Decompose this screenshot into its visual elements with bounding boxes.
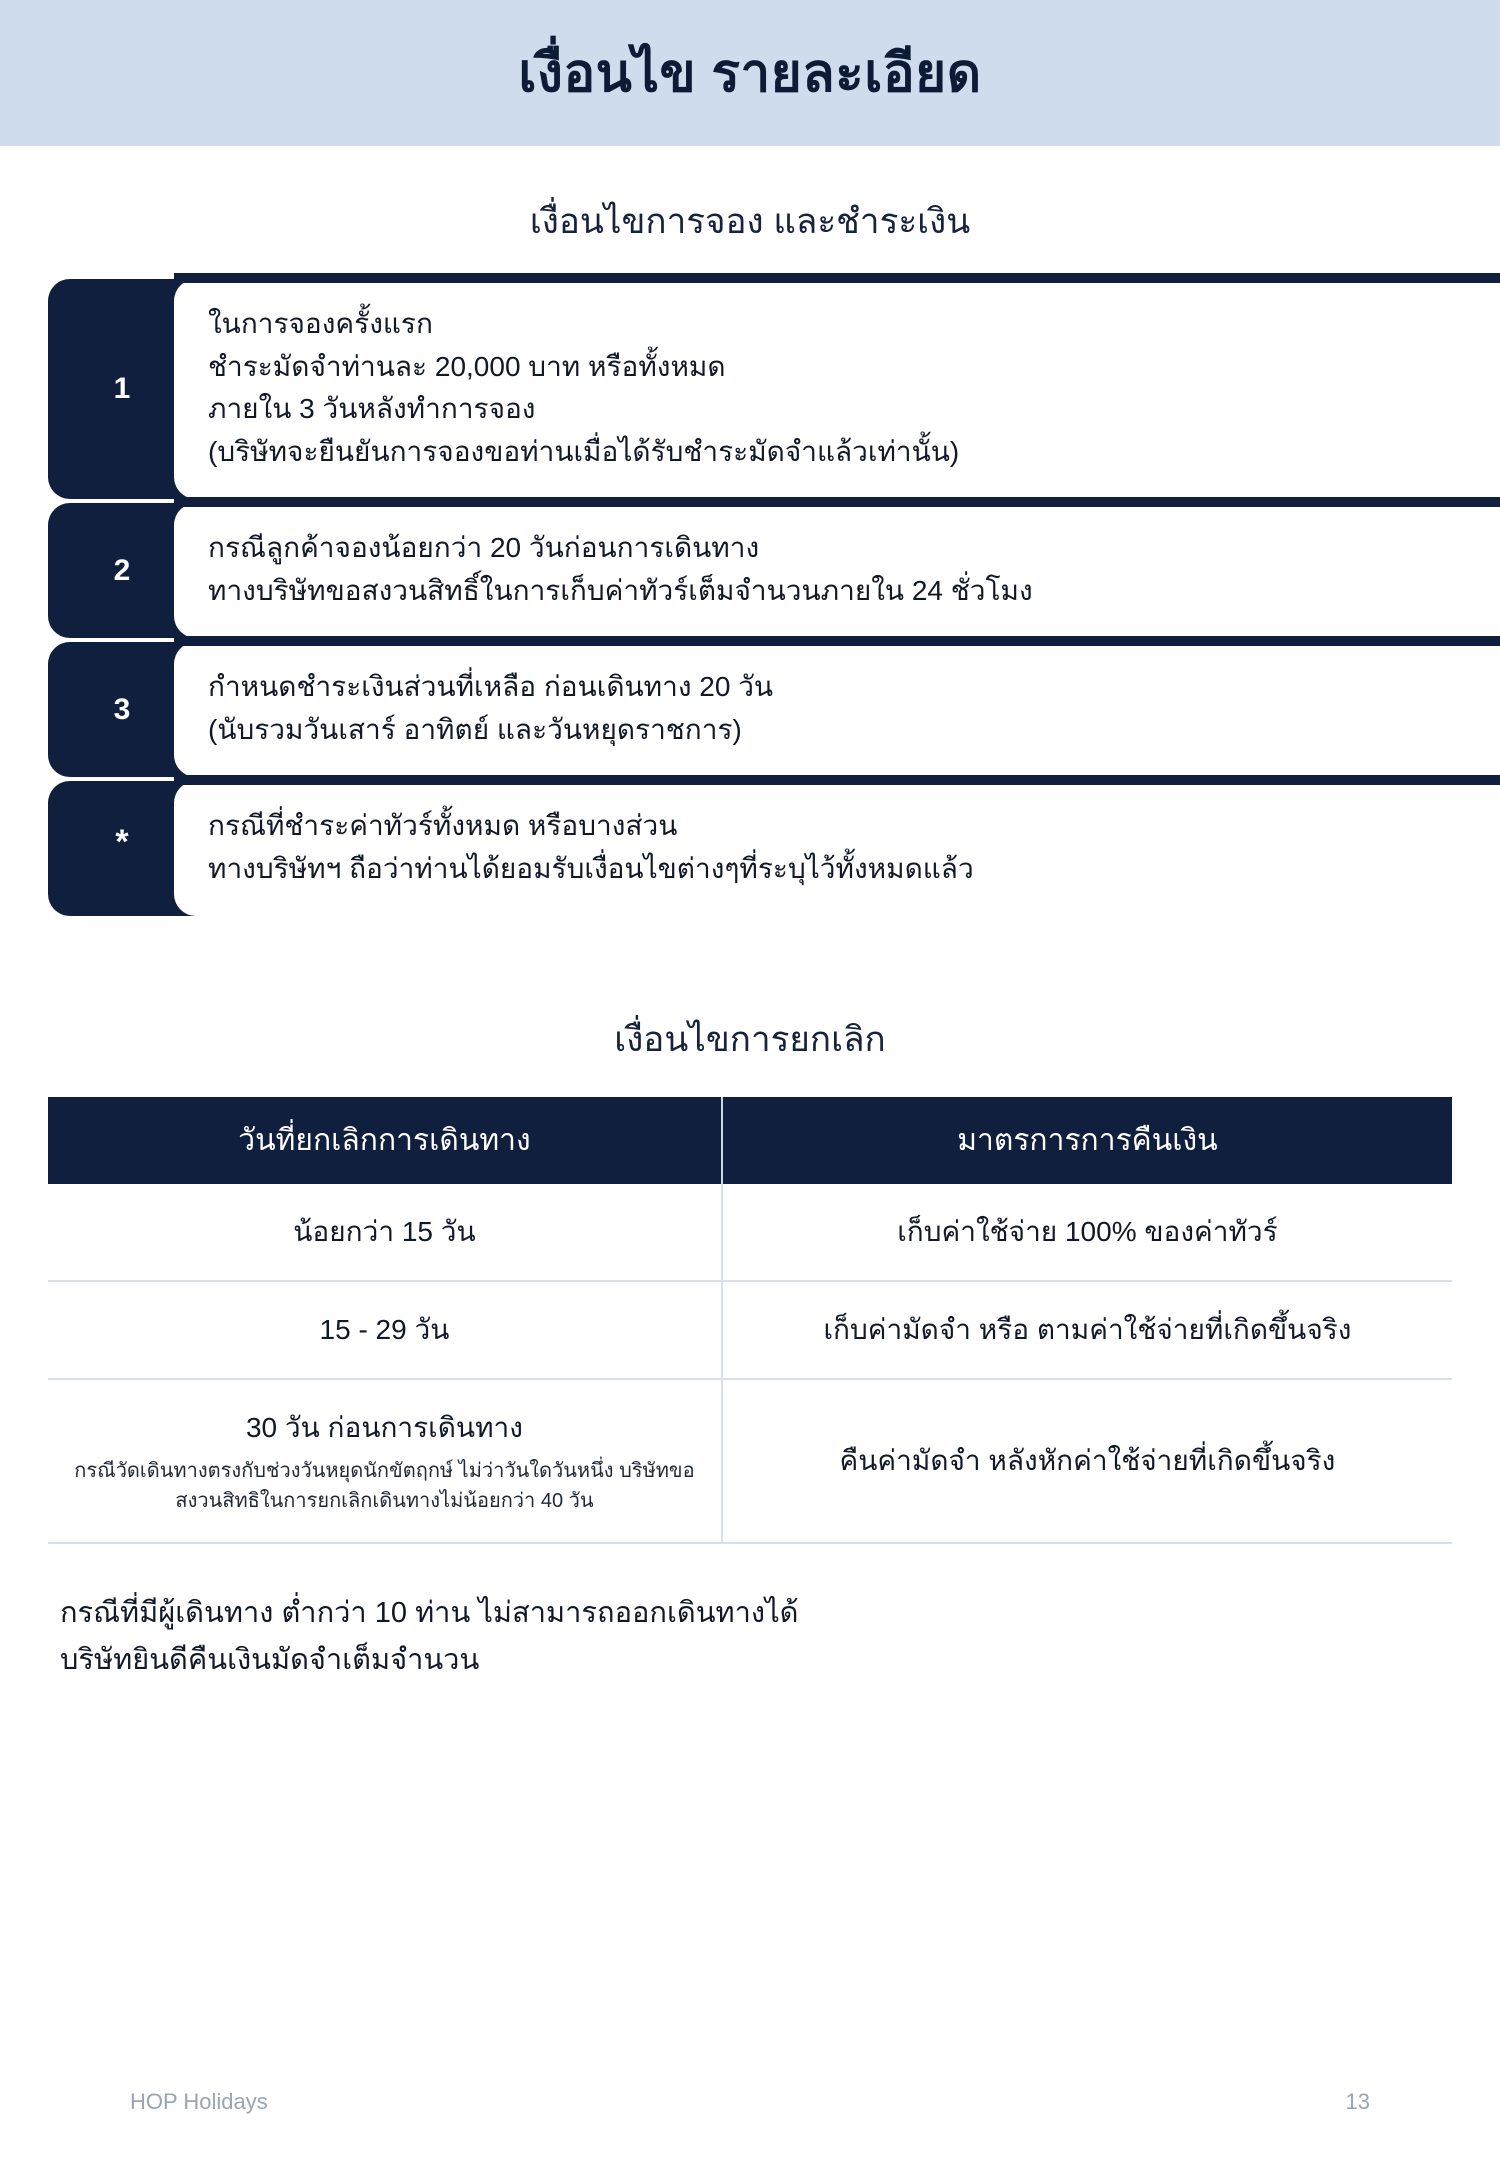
page-title: เงื่อนไข รายละเอียด (518, 44, 982, 103)
booking-section-title: เงื่อนไขการจอง และชำระเงิน (529, 202, 971, 241)
condition-body (174, 781, 1452, 916)
condition-line: ทางบริษัทขอสงวนสิทธิ์ในการเก็บค่าทัวร์เต็มจำนวนภายใน 24 ชั่วโมง (208, 574, 1033, 606)
condition-line: กรณีที่ชำระค่าทัวร์ทั้งหมด หรือบางส่วน (208, 810, 678, 842)
table-cell-days (48, 1184, 722, 1281)
cell-sub-note: กรณีวัดเดินทางตรงกับช่วงวันหยุดนักขัตฤกษ์ ไม่ว่าวันใดวันหนึ่ง บริษัทขอสงวนสิทธิในการยกเลิกเดินทางไม่น้อยกว่า 40 วัน (74, 1460, 695, 1513)
condition-number: 3 (48, 642, 196, 777)
footer-note-line: บริษัทยินดีคืนเงินมัดจำเต็มจำนวน (60, 1643, 480, 1676)
page-footer (0, 2089, 1500, 2115)
condition-line: (บริษัทจะยืนยันการจองขอท่านเมื่อได้รับชำระมัดจำแล้วเท่านั้น) (208, 435, 960, 467)
condition-body (174, 503, 1452, 638)
cell-main-text: น้อยกว่า 15 วัน (293, 1216, 476, 1248)
condition-line: ในการจองครั้งแรก (208, 308, 433, 339)
cancellation-table (48, 1097, 1452, 1544)
condition-line: กำหนดชำระเงินส่วนที่เหลือ ก่อนเดินทาง 20 วัน (208, 671, 774, 703)
condition-body (174, 642, 1452, 777)
table-header-cell: วันที่ยกเลิกการเดินทาง (48, 1097, 722, 1184)
table-row (48, 1184, 1452, 1281)
condition-line: ทางบริษัทฯ ถือว่าท่านได้ยอมรับเงื่อนไขต่างๆที่ระบุไว้ทั้งหมดแล้ว (208, 852, 974, 884)
table-cell-refund: เก็บค่ามัดจำ หรือ ตามค่าใช้จ่ายที่เกิดขึ้นจริง (722, 1281, 1452, 1379)
footer-note-line: กรณีที่มีผู้เดินทาง ต่ำกว่า 10 ท่าน ไม่สามารถออกเดินทางได้ (60, 1597, 799, 1630)
table-row (48, 1281, 1452, 1379)
page-header-band (0, 0, 1500, 146)
condition-line: ภายใน 3 วันหลังทำการจอง (208, 393, 536, 425)
booking-conditions-list (48, 279, 1452, 916)
cell-main-text: 15 - 29 วัน (319, 1314, 450, 1346)
condition-number: 2 (48, 503, 196, 638)
table-header-row (48, 1097, 1452, 1184)
cell-main-text: 30 วัน ก่อนการเดินทาง (245, 1412, 523, 1444)
condition-body (174, 279, 1452, 499)
cancellation-table-wrapper (48, 1097, 1452, 1544)
table-cell-days (48, 1281, 722, 1379)
condition-row (48, 503, 1452, 638)
table-cell-days (48, 1379, 722, 1543)
cancellation-section-title: เงื่อนไขการยกเลิก (614, 1020, 886, 1060)
condition-number: * (48, 781, 196, 916)
table-cell-refund: คืนค่ามัดจำ หลังหักค่าใช้จ่ายที่เกิดขึ้นจริง (722, 1379, 1452, 1543)
table-header-cell: มาตรการการคืนเงิน (722, 1097, 1452, 1184)
condition-row (48, 642, 1452, 777)
condition-number: 1 (48, 279, 196, 499)
condition-line: (นับรวมวันเสาร์ อาทิตย์ และวันหยุดราชการ) (208, 713, 742, 745)
condition-row (48, 279, 1452, 499)
condition-line: กรณีลูกค้าจองน้อยกว่า 20 วันก่อนการเดินทาง (208, 532, 760, 564)
condition-line: ชำระมัดจำท่านละ 20,000 บาท หรือทั้งหมด (208, 350, 726, 382)
footer-note (60, 1590, 1440, 1683)
table-row (48, 1379, 1452, 1543)
table-cell-refund: เก็บค่าใช้จ่าย 100% ของค่าทัวร์ (722, 1184, 1452, 1281)
footer-brand: HOP Holidays (130, 2089, 268, 2114)
footer-page-number: 13 (1345, 2089, 1370, 2114)
condition-row (48, 781, 1452, 916)
